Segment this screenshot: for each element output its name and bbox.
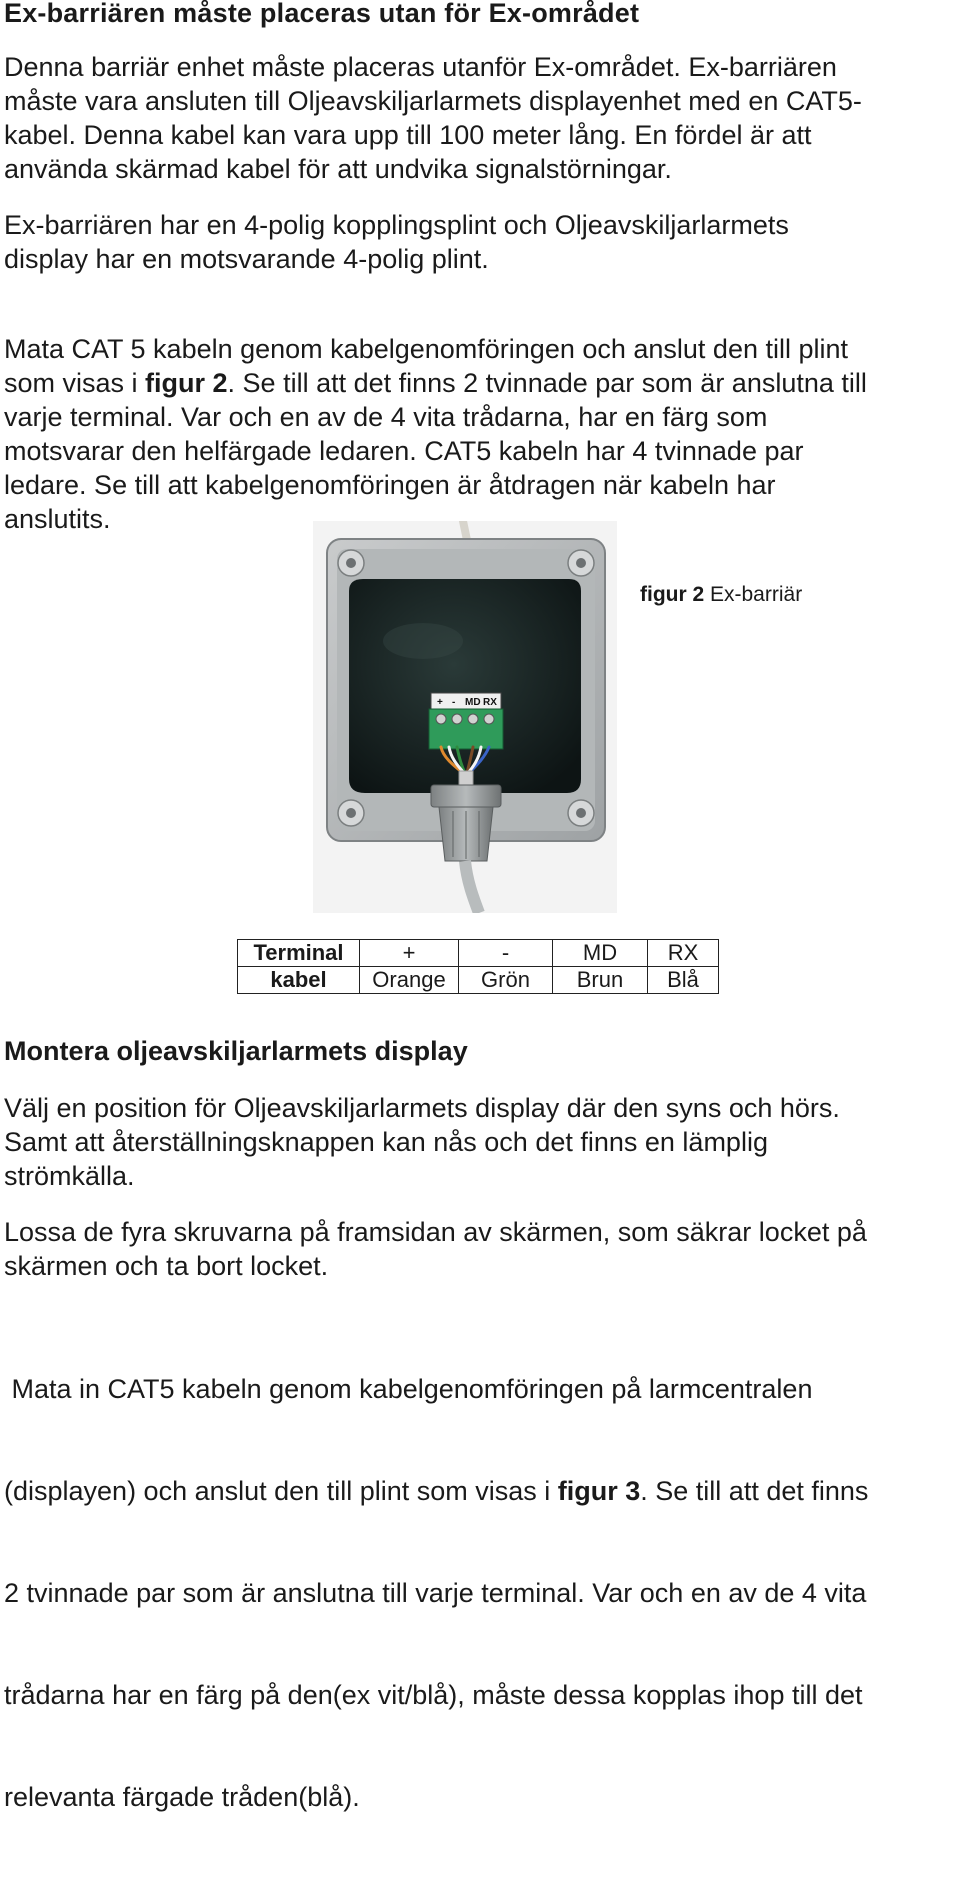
- figure-caption: [640, 582, 802, 608]
- paragraph-display-position: [4, 1091, 960, 1193]
- table-row: [238, 967, 719, 994]
- heading-display: Montera oljeavskiljarlarmets display: [4, 1036, 468, 1066]
- text-line: Ex-barriären har en 4-polig kopplingsplint och Oljeavskiljarlarmets: [4, 210, 789, 240]
- text-fragment: som visas i: [4, 368, 146, 398]
- table-row: [238, 940, 719, 967]
- ex-barrier-photo: [313, 521, 617, 913]
- text-line: Välj en position för Oljeavskiljarlarmets display där den syns och hörs.: [4, 1093, 840, 1123]
- table-cell: RX: [648, 940, 719, 967]
- text-fragment: (displayen) och anslut den till plint som visas i: [4, 1476, 558, 1506]
- paragraph-connect-display: [4, 1304, 960, 1882]
- table-cell: Grön: [459, 967, 553, 994]
- table-cell: MD: [553, 940, 648, 967]
- terminal-label-md: MD: [465, 697, 481, 708]
- table-cell: Orange: [360, 967, 459, 994]
- text-line: Mata in CAT5 kabeln genom kabelgenomföringen på larmcentralen: [4, 1374, 813, 1404]
- terminal-label-rx: RX: [483, 697, 497, 708]
- text-line: skärmen och ta bort locket.: [4, 1251, 329, 1281]
- text-line: ledare. Se till att kabelgenomföringen är åtdragen när kabeln har: [4, 470, 776, 500]
- text-fragment: . Se till att det finns 2 tvinnade par som är anslutna till: [227, 368, 867, 398]
- figure-reference: figur 2: [145, 368, 228, 398]
- text-line: måste vara ansluten till Oljeavskiljarlarmets displayenhet med en CAT5-: [4, 86, 862, 116]
- text-line: Samt att återställningsknappen kan nås och det finns en lämplig: [4, 1127, 768, 1157]
- text-line: motsvarar den helfärgade ledaren. CAT5 kabeln har 4 tvinnade par: [4, 436, 804, 466]
- figure-label: figur 2: [640, 583, 705, 606]
- text-line: Lossa de fyra skruvarna på framsidan av skärmen, som säkrar locket på: [4, 1217, 867, 1247]
- text-line: varje terminal. Var och en av de 4 vita trådarna, har en färg som: [4, 402, 768, 432]
- text-line: strömkälla.: [4, 1161, 135, 1191]
- paragraph-terminal-block: [4, 208, 960, 276]
- text-line: Mata CAT 5 kabeln genom kabelgenomföringen och anslut den till plint: [4, 334, 849, 364]
- text-line: 2 tvinnade par som är anslutna till varje terminal. Var och en av de 4 vita: [4, 1578, 867, 1608]
- text-line: kabel. Denna kabel kan vara upp till 100 meter lång. En fördel är att: [4, 120, 812, 150]
- paragraph-placement: [4, 50, 960, 186]
- text-line: relevanta färgade tråden(blå).: [4, 1782, 360, 1812]
- text-line: [4, 366, 960, 400]
- heading-ex-barriar: Ex-barriären måste placeras utan för Ex-området: [4, 0, 640, 28]
- table-cell: -: [459, 940, 553, 967]
- enclosure-illustration: [313, 521, 617, 913]
- terminal-label-plus: +: [437, 697, 443, 708]
- text-line: [4, 1474, 960, 1508]
- table-cell: Blå: [648, 967, 719, 994]
- figure-reference: figur 3: [557, 1476, 641, 1506]
- text-fragment: . Se till att det finns: [640, 1476, 869, 1506]
- text-line: använda skärmad kabel för att undvika signalstörningar.: [4, 154, 672, 184]
- paragraph-remove-lid: [4, 1215, 960, 1283]
- text-line: anslutits.: [4, 504, 111, 534]
- figure-title: Ex-barriär: [704, 583, 803, 606]
- table-cell: +: [360, 940, 459, 967]
- terminal-label-minus: -: [452, 697, 456, 708]
- table-cell: Terminal: [238, 940, 360, 967]
- paragraph-connect-cable: [4, 332, 960, 536]
- terminal-table: [237, 939, 719, 994]
- text-line: display har en motsvarande 4-polig plint.: [4, 244, 489, 274]
- table-cell: kabel: [238, 967, 360, 994]
- text-line: Denna barriär enhet måste placeras utanför Ex-området. Ex-barriären: [4, 52, 837, 82]
- text-line: trådarna har en färg på den(ex vit/blå), måste dessa kopplas ihop till det: [4, 1680, 863, 1710]
- table-cell: Brun: [553, 967, 648, 994]
